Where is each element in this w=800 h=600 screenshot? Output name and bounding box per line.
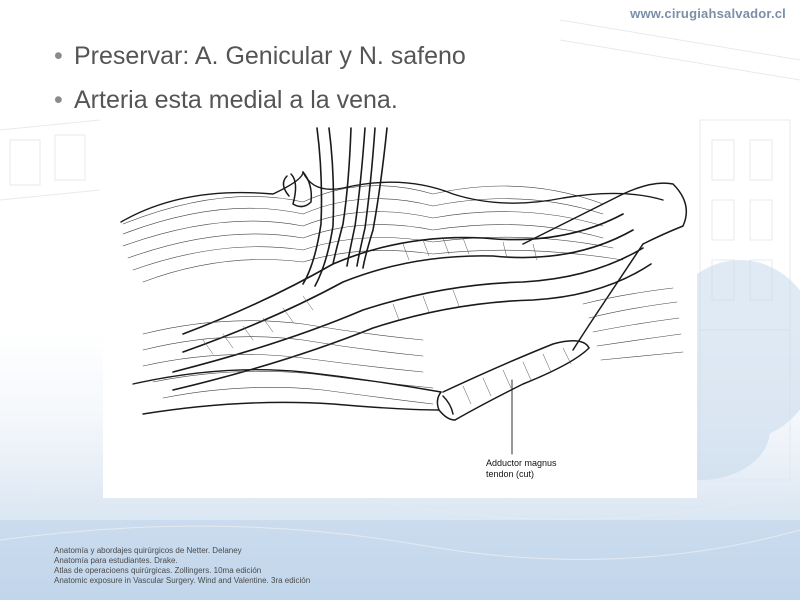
reference-line: Anatomía y abordajes quirúrgicos de Netter. Delaney	[54, 546, 242, 555]
figure-label-line: tendon (cut)	[486, 469, 535, 479]
anatomy-illustration	[103, 114, 697, 498]
bullet-item	[54, 34, 466, 78]
bullet-dot-icon: •	[54, 42, 63, 70]
reference-line: Atlas de operacioens quirúrgicas. Zollingers. 10ma edición	[54, 566, 262, 575]
bullet-list	[54, 34, 466, 122]
figure-label	[486, 458, 557, 480]
anatomy-drawing	[103, 114, 697, 498]
reference-line: Anatomía para estudiantes. Drake.	[54, 556, 178, 565]
reference-line: Anatomic exposure in Vascular Surgery. Wind and Valentine. 3ra edición	[54, 576, 311, 585]
bullet-dot-icon: •	[54, 86, 63, 114]
bullet-text: Preservar: A. Genicular y N. safeno	[74, 42, 466, 70]
website-url: www.cirugiahsalvador.cl	[630, 6, 786, 21]
bullet-text: Arteria esta medial a la vena.	[74, 86, 398, 114]
figure-label-line: Adductor magnus	[486, 458, 557, 468]
references	[54, 546, 310, 586]
